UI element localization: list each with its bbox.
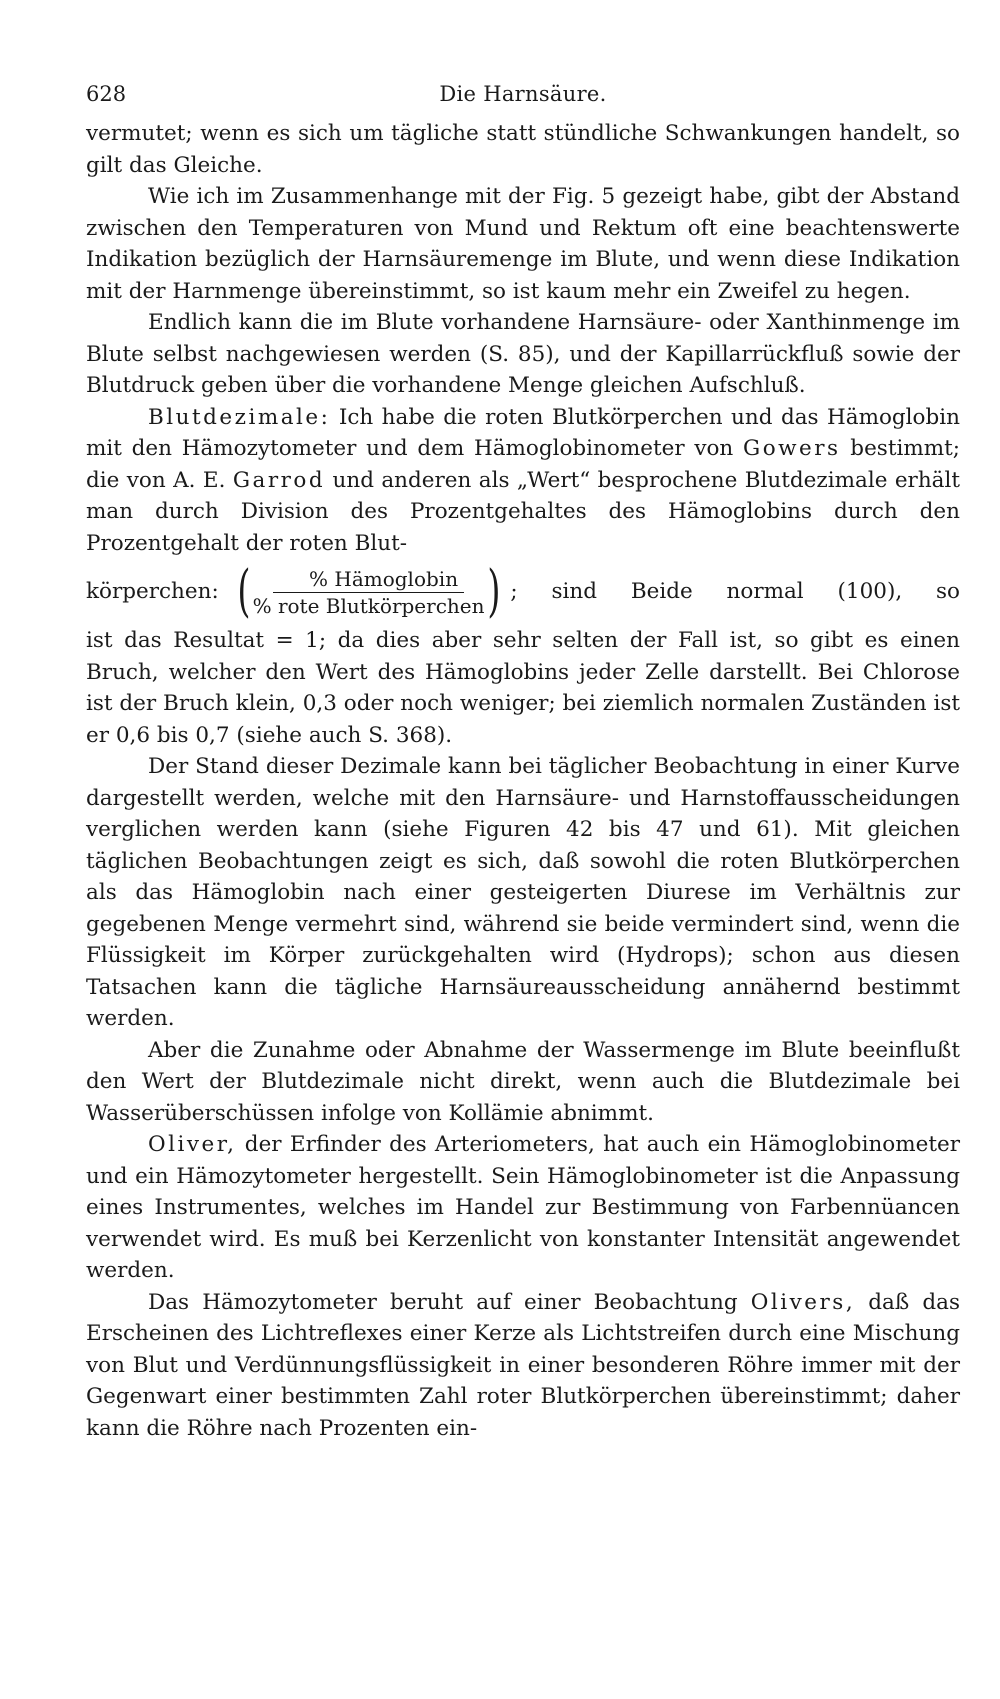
page-header <box>86 78 960 118</box>
name-gowers: Gowers <box>743 436 841 461</box>
page-number: 628 <box>86 82 127 106</box>
name-garrod: Garrod <box>232 467 326 493</box>
paragraph-hemocytometer: Das Hämozytometer beruht auf einer Beobachtung Olivers, daß das Erscheinen des Lichtreflexes einer Kerze als Lichtstreifen durch eine Mischung von Blut und Verdünnungsflüssigkeit in einer besonderen Röhre immer mit der Gegenwart einer bestimmten Zahl roter Blutkörperchen übereinstimmt; daher kann die Röhre nach Prozenten ein- <box>86 1289 960 1441</box>
paragraph-oliver-instruments: Oliver, der Erfinder des Arteriometers, hat auch ein Hämoglobinometer und ein Hämozytometer hergestellt. Sein Hämoglobinometer ist die Anpassung eines Instrumentes, welches im Handel zur Bestimmung von Farbennüancen verwendet wird. Es muß bei Kerzenlicht von konstanter Intensität angewendet werden. <box>86 1132 960 1283</box>
formula-line <box>86 561 960 623</box>
book-page <box>86 78 960 1444</box>
formula-fraction <box>253 567 485 618</box>
paragraph-continuation: vermutet; wenn es sich um tägliche statt stündliche Schwankungen handelt, so gilt das Gleiche. <box>86 121 960 178</box>
body-text <box>86 118 960 1444</box>
formula-numerator: % Hämoglobin <box>273 567 464 593</box>
paragraph-blood-decimal-result: ist das Resultat = 1; da dies aber sehr selten der Fall ist, so gibt es einen Bruch, welcher den Wert des Hämoglobins jeder Zelle darstellt. Bei Chlorose ist der Bruch klein, 0,3 oder noch weniger; bei ziemlich normalen Zuständen ist er 0,6 bis 0,7 (siehe auch S. 368). <box>86 628 960 748</box>
formula-lead-text: körperchen: <box>86 579 219 605</box>
paragraph-blood-decimal: Blutdezimale: Ich habe die roten Blutkörperchen und das Hämoglobin mit den Hämozytometer und dem Hämoglobinometer von Gowers bestimmt; die von A. E. Garrod und anderen als „Wert“ besprochene Blutdezimale erhält man durch Division des Prozentgehaltes des Hämoglobins durch den Prozentgehalt der roten Blut- körperchen: ( $\frac{\text{\% Hämoglobin}}{\text{\% rote Blutkörperchen}}$ ) ; sind Beide normal (100), so ist das Resultat = 1; da dies aber sehr selten der Fall ist, so gibt es einen Bruch, welcher den Wert des Hämoglobins jeder Zelle darstellt. Bei Chlorose ist der Bruch klein, 0,3 oder noch weniger; bei ziemlich normalen Zuständen ist er 0,6 bis 0,7 (siehe auch S. 368). <box>86 402 960 752</box>
blood-decimal-formula <box>233 559 505 624</box>
formula-close-paren: ) <box>486 559 501 624</box>
name-olivers: Olivers, <box>750 1289 856 1315</box>
term-blutdezimale: Blutdezimale: <box>148 404 331 430</box>
paragraph-decimal-curve: Der Stand dieser Dezimale kann bei täglicher Beobachtung in einer Kurve dargestellt werden, welche mit den Harnsäure- und Harnstoffausscheidungen verglichen werden kann (siehe Figuren 42 bis 47 und 61). Mit gleichen täglichen Beobachtungen zeigt es sich, daß sowohl die roten Blutkörperchen als das Hämoglobin nach einer gesteigerten Diurese im Verhältnis zur gegebenen Menge vermehrt sind, während sie beide vermindert sind, wenn die Flüssigkeit im Körper zurückgehalten wird (Hydrops); schon aus diesen Tatsachen kann die tägliche Harnsäureausscheidung annähernd bestimmt werden. <box>86 754 960 1031</box>
formula-denominator: % rote Blutkörperchen <box>252 593 485 618</box>
name-oliver: Oliver, <box>148 1132 237 1157</box>
paragraph-blood-uric-acid: Endlich kann die im Blute vorhandene Harnsäure- oder Xanthinmenge im Blute selbst nachgewiesen werden (S. 85), und der Kapillarrückfluß sowie der Blutdruck geben über die vorhandene Menge gleichen Aufschluß. <box>86 310 960 398</box>
paragraph-temperature-indication: Wie ich im Zusammenhange mit der Fig. 5 gezeigt habe, gibt der Abstand zwischen den Temperaturen von Mund und Rektum oft eine beachtenswerte Indikation bezüglich der Harnsäuremenge im Blute, und wenn diese Indikation mit der Harnmenge übereinstimmt, so ist kaum mehr ein Zweifel zu hegen. <box>86 184 960 304</box>
formula-tail-text: ; sind Beide normal (100), so <box>510 579 960 605</box>
formula-open-paren: ( <box>237 559 251 624</box>
paragraph-water-volume: Aber die Zunahme oder Abnahme der Wassermenge im Blute beeinflußt den Wert der Blutdezimale nicht direkt, wenn auch die Blutdezimale bei Wasserüberschüssen infolge von Kollämie abnimmt. <box>86 1037 960 1126</box>
running-head: Die Harnsäure. <box>439 82 607 106</box>
